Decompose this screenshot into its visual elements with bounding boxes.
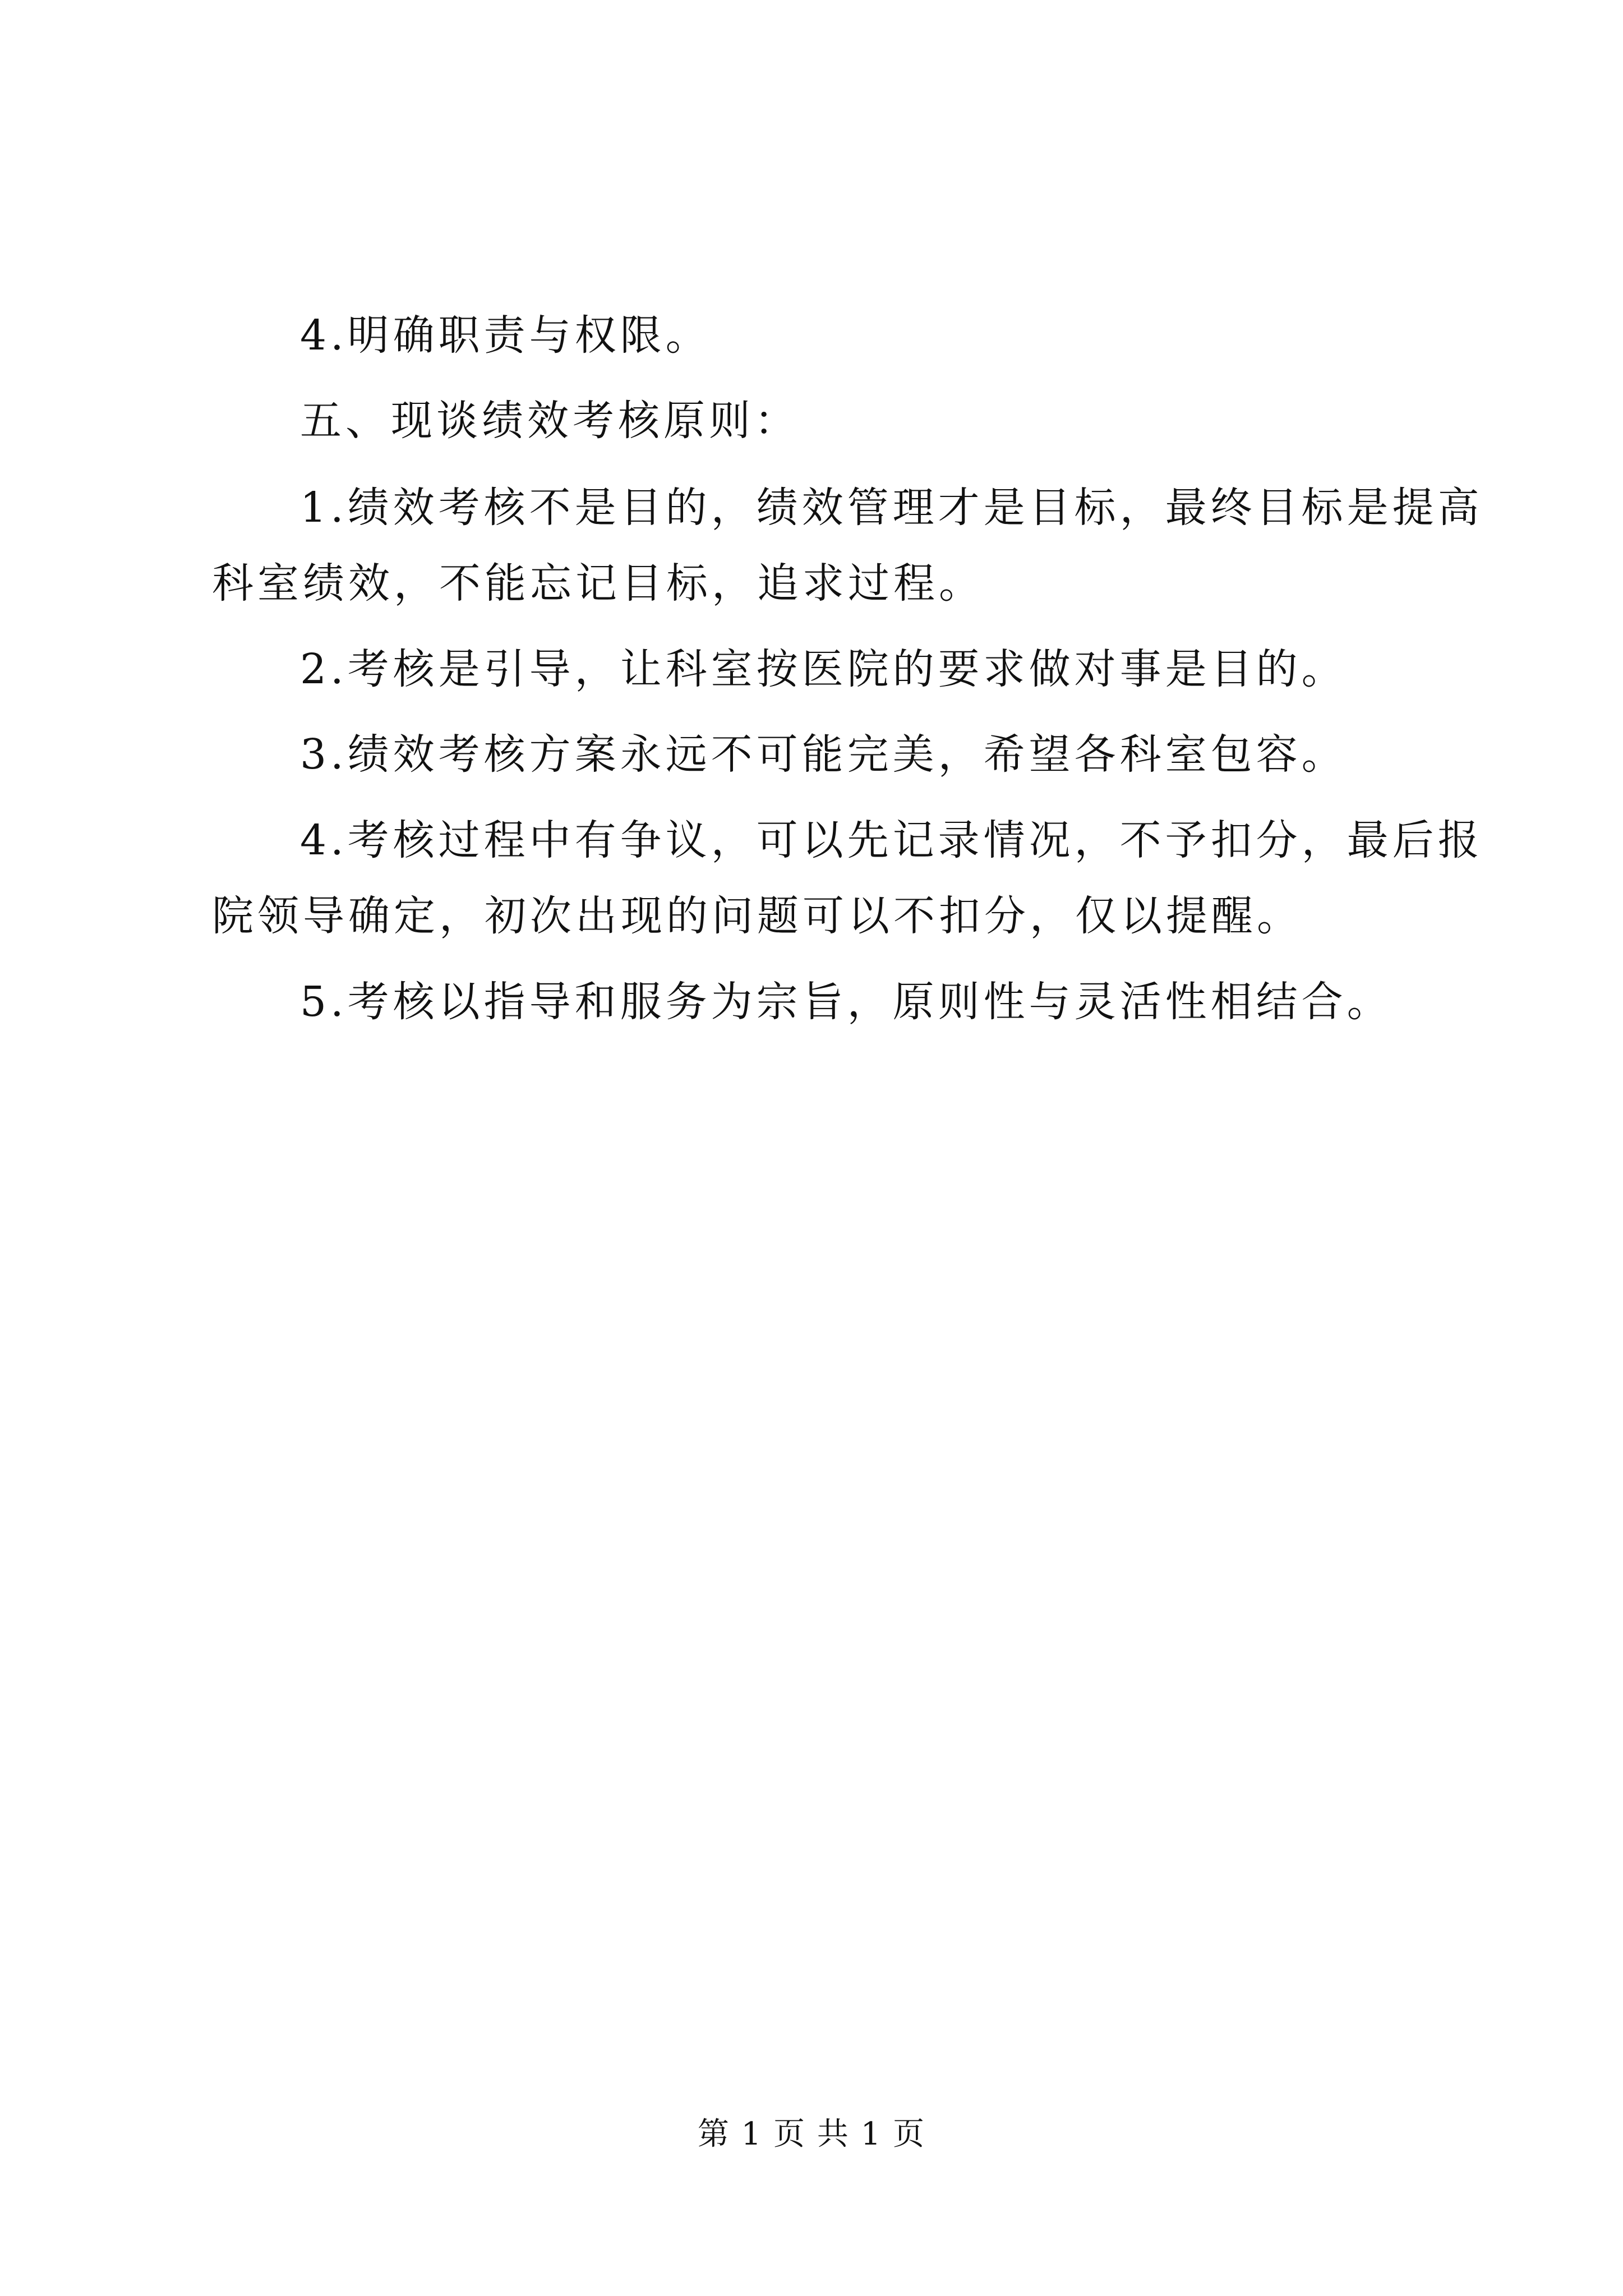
principle-1-line-2: 科室绩效，不能忘记目标，追求过程。 <box>212 559 984 608</box>
principle-2: 2.考核是引导，让科室按医院的要求做对事是目的。 <box>300 645 1347 693</box>
principle-3: 3.绩效考核方案永远不可能完美，希望各科室包容。 <box>300 730 1347 779</box>
section-heading-five: 五、现谈绩效考核原则： <box>300 397 800 445</box>
principle-5: 5.考核以指导和服务为宗旨，原则性与灵活性相结合。 <box>300 978 1393 1026</box>
principle-4-line-1: 4.考核过程中有争议，可以先记录情况，不予扣分，最后报 <box>300 816 1483 864</box>
principle-1-line-1: 1.绩效考核不是目的，绩效管理才是目标，最终目标是提高 <box>300 484 1483 532</box>
paragraph-item-4-duties: 4.明确职责与权限。 <box>300 311 711 360</box>
page-footer: 第 1 页 共 1 页 <box>697 2116 926 2152</box>
principle-4-line-2: 院领导确定，初次出现的问题可以不扣分，仅以提醒。 <box>212 892 1302 940</box>
